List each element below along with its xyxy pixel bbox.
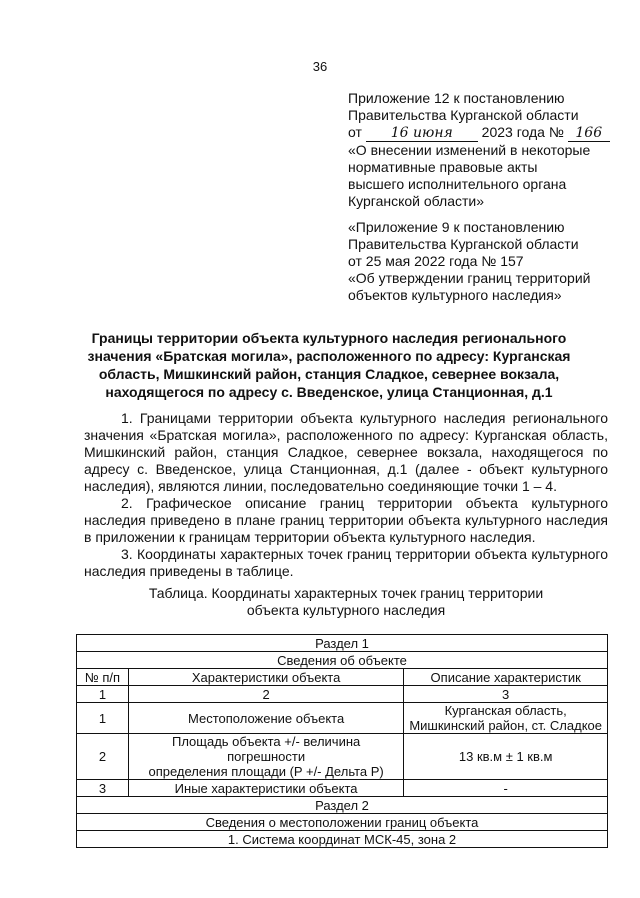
handwritten-date: 16 июня [366, 126, 478, 142]
row-3-value: - [404, 780, 608, 797]
row-2-name-line-1: Площадь объекта +/- величина погрешности [171, 734, 361, 764]
row-1-value [404, 703, 608, 734]
year-text: 2023 года № [481, 124, 564, 140]
row-2-name-line-2: определения площади (P +/- Дельта P) [148, 764, 384, 779]
object-info-header: Сведения об объекте [77, 652, 608, 669]
row-1-value-line-2: Мишкинский район, ст. Сладкое [409, 718, 602, 733]
appendix-12-header [348, 90, 628, 210]
header-number: № п/п [77, 669, 129, 686]
paragraph-3: 3. Координаты характерных точек границ территории объекта культурного наследия приведены в таблице. [84, 546, 608, 579]
header-description: Описание характеристик [404, 669, 608, 686]
paragraph-1: 1. Границами территории объекта культурного наследия регионального значения «Братская могила», расположенного по адресу: Курганская область, Мишкинский район, станция Сладкое, севернее вокзала, находящегося по адресу с. Введенское, улица Станционная, д.1 (далее - объект культурного наследия), являются линии, последовательно соединяющие точки 1 – 4. [84, 410, 608, 494]
section-2-header: Раздел 2 [77, 797, 608, 814]
section-1-header: Раздел 1 [77, 635, 608, 652]
title-line-2: значения «Братская могила», расположенного по адресу: Курганская [87, 348, 571, 364]
title-line-4: находящегося по адресу с. Введенское, улица Станционная, д.1 [105, 384, 553, 400]
appendix-9-line-5: объектов культурного наследия» [348, 287, 562, 303]
table-row [77, 780, 608, 797]
table-caption-line-1: Таблица. Координаты характерных точек границ территории [148, 585, 544, 601]
coordinate-system: 1. Система координат МСК-45, зона 2 [77, 831, 608, 848]
table-header-row [77, 669, 608, 686]
body-text [84, 410, 608, 580]
row-2-number: 2 [77, 734, 129, 780]
appendix-12-subject-3: высшего исполнительного органа [348, 176, 567, 192]
appendix-9-header [348, 219, 628, 304]
header-characteristics: Характеристики объекта [128, 669, 403, 686]
appendix-9-line-2: Правительства Курганской области [348, 236, 579, 252]
row-3-name: Иные характеристики объекта [128, 780, 403, 797]
row-1-name: Местоположение объекта [128, 703, 403, 734]
header-num-2: 2 [128, 686, 403, 703]
coordinates-table [76, 634, 608, 848]
appendix-12-date-line [348, 124, 628, 142]
title-line-1: Границы территории объекта культурного наследия регионального [91, 330, 567, 346]
document-title [84, 329, 574, 401]
row-2-value: 13 кв.м ± 1 кв.м [404, 734, 608, 780]
title-line-3: область, Мишкинский район, станция Сладкое, севернее вокзала, [98, 366, 560, 382]
from-prefix: от [348, 124, 362, 140]
appendix-12-subject-1: «О внесении изменений в некоторые [348, 142, 591, 158]
appendix-12-subject-4: Курганской области» [348, 193, 485, 209]
paragraph-2: 2. Графическое описание границ территории объекта культурного наследия приведено в плане границ территории объекта культурного наследия в приложении к границам территории объекта культурного наследия. [84, 495, 608, 545]
appendix-9-line-3: от 25 мая 2022 года № 157 [348, 253, 524, 269]
header-num-3: 3 [404, 686, 608, 703]
boundary-info-header: Сведения о местоположении границ объекта [77, 814, 608, 831]
row-2-name [128, 734, 403, 780]
page-number: 36 [312, 59, 328, 74]
table-row [77, 703, 608, 734]
appendix-12-line-1: Приложение 12 к постановлению [348, 90, 565, 106]
appendix-9-line-1: «Приложение 9 к постановлению [348, 219, 565, 235]
row-1-number: 1 [77, 703, 129, 734]
row-3-number: 3 [77, 780, 129, 797]
appendix-12-line-2: Правительства Курганской области [348, 107, 579, 123]
handwritten-number: 166 [568, 126, 610, 142]
appendix-12-subject-2: нормативные правовые акты [348, 159, 538, 175]
table-header-numbers-row [77, 686, 608, 703]
header-num-1: 1 [77, 686, 129, 703]
row-1-value-line-1: Курганская область, [444, 703, 567, 718]
table-caption [84, 585, 608, 619]
table-caption-line-2: объекта культурного наследия [246, 602, 446, 618]
table-row [77, 734, 608, 780]
appendix-9-line-4: «Об утверждении границ территорий [348, 270, 591, 286]
